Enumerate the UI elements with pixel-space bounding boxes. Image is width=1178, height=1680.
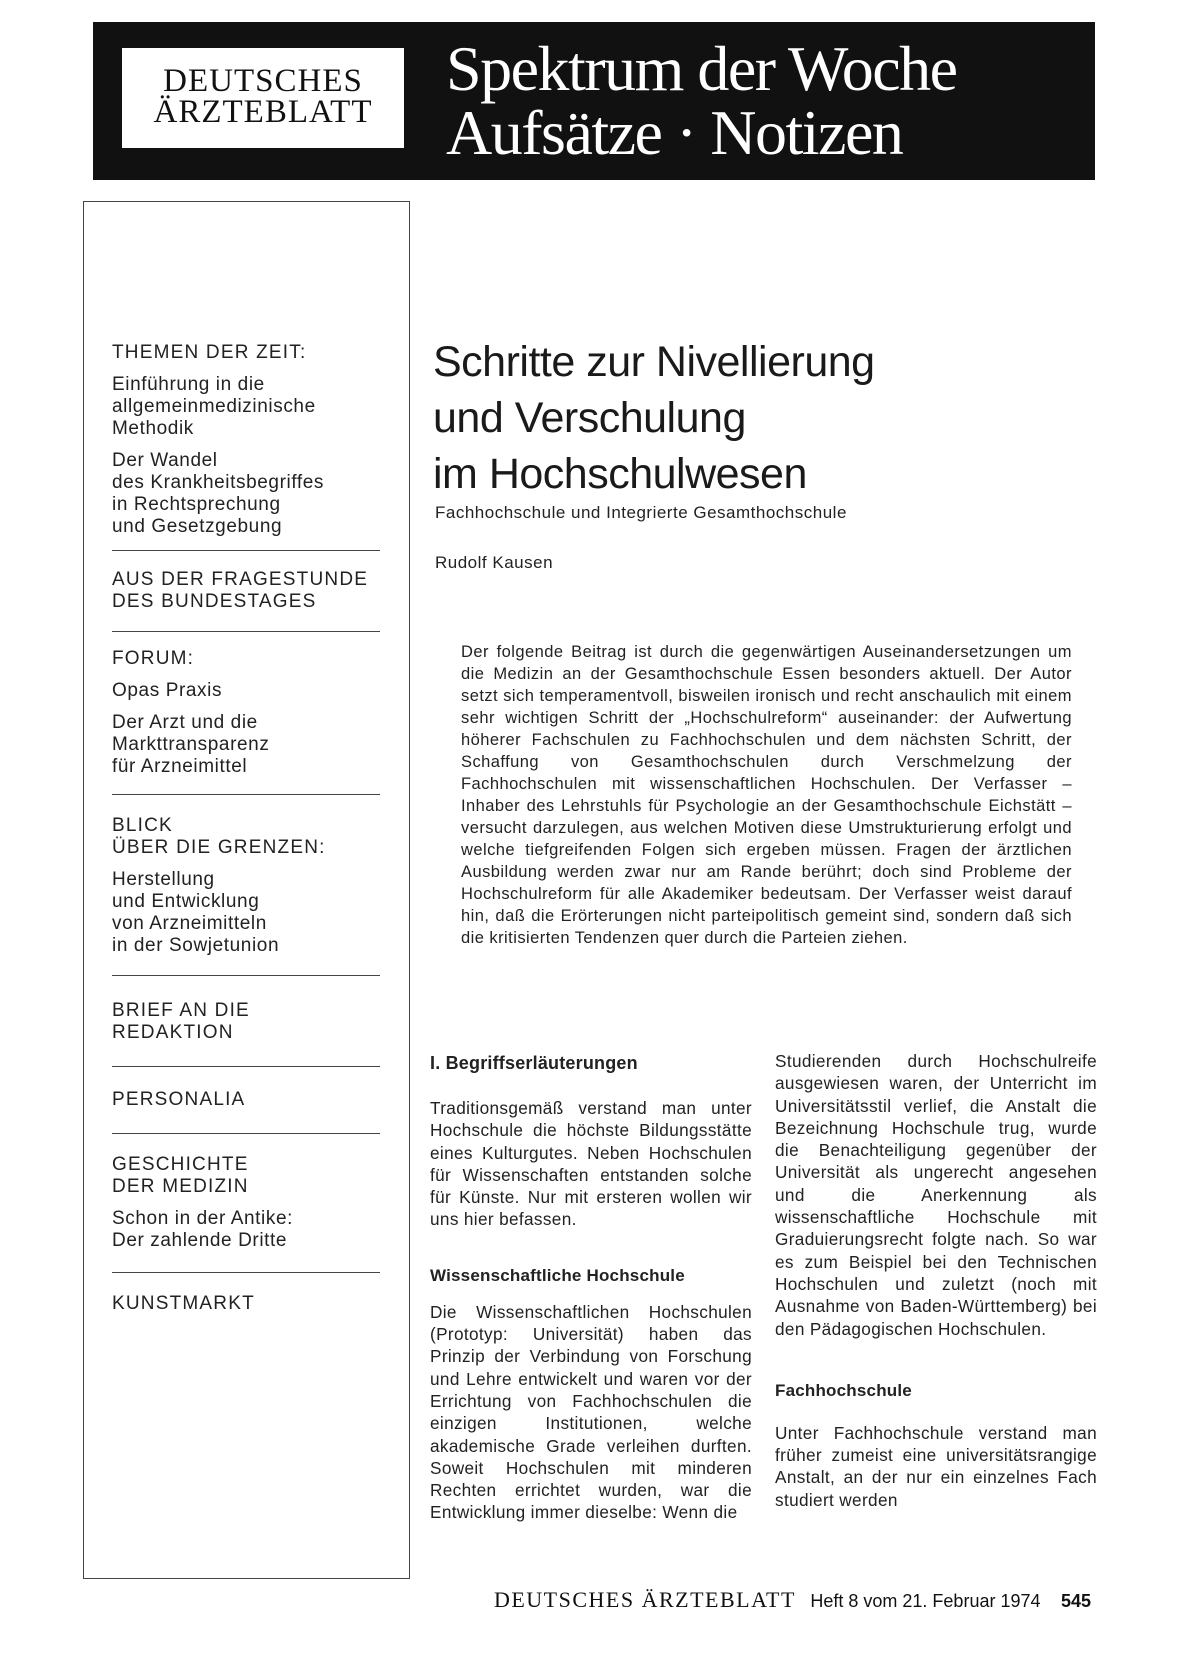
heading-line: GESCHICHTE (112, 1154, 249, 1175)
contents-section-forum (112, 632, 380, 795)
title-line: Schritte zur Nivellierung (433, 338, 875, 386)
logo-line-1: DEUTSCHES (163, 63, 363, 99)
contents-section-geschichte (112, 1134, 380, 1273)
contents-heading: FORUM: (112, 648, 195, 669)
entry-line: für Arzneimittel (112, 756, 248, 777)
contents-entry (112, 869, 380, 957)
entry-line: von Arzneimitteln (112, 913, 267, 934)
heading-line: ÜBER DIE GRENZEN: (112, 837, 326, 858)
entry-line: Methodik (112, 418, 194, 439)
contents-section-personalia (112, 1067, 380, 1134)
title-line: und Verschulung (433, 394, 746, 442)
heading-line: BRIEF AN DIE (112, 1000, 250, 1021)
article-author: Rudolf Kausen (435, 553, 554, 572)
contents-entry (112, 1208, 380, 1252)
logo-line-2: ÄRZTEBLATT (153, 94, 373, 130)
entry-line: Markttransparenz (112, 734, 270, 755)
page-number: 545 (1060, 1591, 1091, 1611)
entry-line: Opas Praxis (112, 680, 223, 701)
page-footer (494, 1587, 1091, 1613)
entry-line: Schon in der Antike: (112, 1208, 293, 1229)
body-paragraph: Studierenden durch Hochschulreife ausgewiesen waren, der Unterricht im Universitätsstil verlief, die Anstalt die Bezeichnung Hochschule trug, wurde die Benachteiligung gegenüber der Universität als ungerecht angesehen und die Anerkennung als wissenschaftliche Hochschule mit Graduierungsrecht folgte nach. So war es zum Beispiel bei den Technischen Hochschulen und zuletzt (noch mit Ausnahme von Baden-Württemberg) bei den Pädagogischen Hochschulen. (775, 1051, 1097, 1339)
contents-section-themen (112, 342, 380, 551)
contents-entry (112, 680, 380, 702)
contents-heading (112, 569, 380, 613)
entry-line: allgemeinmedizinische (112, 396, 316, 417)
article-title (433, 334, 1053, 502)
contents-heading: PERSONALIA (112, 1089, 246, 1110)
entry-line: in der Sowjetunion (112, 935, 280, 956)
entry-line: Der Arzt und die (112, 712, 258, 733)
article-abstract: Der folgende Beitrag ist durch die gegenwärtigen Auseinandersetzungen um die Medizin an der Gesamthochschule Essen besonders aktuell. Der Autor setzt sich temperamentvoll, bisweilen ironisch und recht anschaulich mit einem sehr wichtigen Schritt der „Hochschulreform“ auseinander: der Aufwertung höherer Fachschulen zu Fachhochschulen und dem nächsten Schritt, der Schaffung von Gesamthochschulen durch Verschmelzung der Fachhochschulen mit wissenschaftlichen Hochschulen. Der Verfasser – Inhaber des Lehrstuhls für Psychologie an der Gesamthochschule Eichstätt – versucht darzulegen, aus welchen Motiven diese Umstrukturierung erfolgt und welche tiefgreifenden Folgen sich ergeben müssen. Fragen der ärztlichen Ausbildung werden zwar nur am Rande berührt; doch sind Probleme der Hochschulreform für alle Akademiker bedeutsam. Der Verfasser weist darauf hin, daß die Erörterungen nicht parteipolitisch gemeint sind, sondern daß sich die kritisierten Tendenzen quer durch die Parteien ziehen. (461, 643, 1072, 947)
contents-heading: KUNSTMARKT (112, 1293, 255, 1314)
section-title (446, 33, 957, 168)
body-column-left (430, 1052, 752, 1524)
contents-sidebar (83, 201, 410, 1579)
article-subtitle: Fachhochschule und Integrierte Gesamthochschule (435, 503, 847, 522)
entry-line: und Gesetzgebung (112, 516, 283, 537)
heading-line: REDAKTION (112, 1022, 234, 1043)
footer-issue: Heft 8 vom 21. Februar 1974 (810, 1591, 1041, 1611)
contents-section-fragestunde (112, 551, 380, 632)
subsection-heading: Fachhochschule (775, 1380, 912, 1400)
contents-entry (112, 712, 380, 778)
heading-line: DER MEDIZIN (112, 1176, 249, 1197)
entry-line: Der zahlende Dritte (112, 1230, 288, 1251)
entry-line: und Entwicklung (112, 891, 260, 912)
masthead (93, 22, 1095, 180)
title-line: im Hochschulwesen (433, 450, 807, 498)
section-title-line-1: Spektrum der Woche (446, 33, 957, 104)
contents-section-blick (112, 795, 380, 976)
contents-entry (112, 450, 380, 538)
contents-list (112, 342, 380, 1327)
body-column-right (775, 1050, 1097, 1511)
heading-line: DES BUNDESTAGES (112, 591, 317, 612)
contents-section-brief (112, 976, 380, 1067)
contents-section-kunstmarkt (112, 1273, 380, 1327)
contents-heading (112, 815, 380, 859)
footer-journal: DEUTSCHES ÄRZTEBLATT (493, 1587, 796, 1612)
contents-entry (112, 374, 380, 440)
contents-heading (112, 1154, 380, 1198)
contents-heading: THEMEN DER ZEIT: (112, 342, 307, 363)
section-heading: I. Begriffserläuterungen (430, 1053, 638, 1073)
heading-line: BLICK (112, 815, 173, 836)
entry-line: Herstellung (112, 869, 215, 890)
entry-line: Einführung in die (112, 374, 265, 395)
section-title-line-2: Aufsätze · Notizen (446, 97, 903, 168)
journal-logo (122, 48, 404, 148)
body-paragraph: Unter Fachhochschule verstand man früher zumeist eine universitätsrangige Anstalt, an der nur ein einzelnes Fach studiert werden (775, 1422, 1097, 1510)
entry-line: Der Wandel (112, 450, 218, 471)
subsection-heading: Wissenschaftliche Hochschule (430, 1265, 685, 1285)
heading-line: AUS DER FRAGESTUNDE (112, 569, 369, 590)
entry-line: in Rechtsprechung (112, 494, 281, 515)
body-paragraph: Traditionsgemäß verstand man unter Hochschule die höchste Bildungsstätte eines Kulturgutes. Neben Hochschulen für Wissenschaften entstanden solche für Künste. Nur mit ersteren wollen wir uns hier befassen. (430, 1098, 752, 1230)
body-paragraph: Die Wissenschaftlichen Hochschulen (Prototyp: Universität) haben das Prinzip der Verbindung von Forschung und Lehre entwickelt und waren vor der Errichtung von Fachhochschulen die einzigen Institutionen, welche akademische Grade verleihen durften. Soweit Hochschulen mit minderen Rechten errichtet wurden, war die Entwicklung immer dieselbe: Wenn die (430, 1301, 752, 1523)
entry-line: des Krankheitsbegriffes (112, 472, 325, 493)
contents-heading (112, 1000, 380, 1044)
